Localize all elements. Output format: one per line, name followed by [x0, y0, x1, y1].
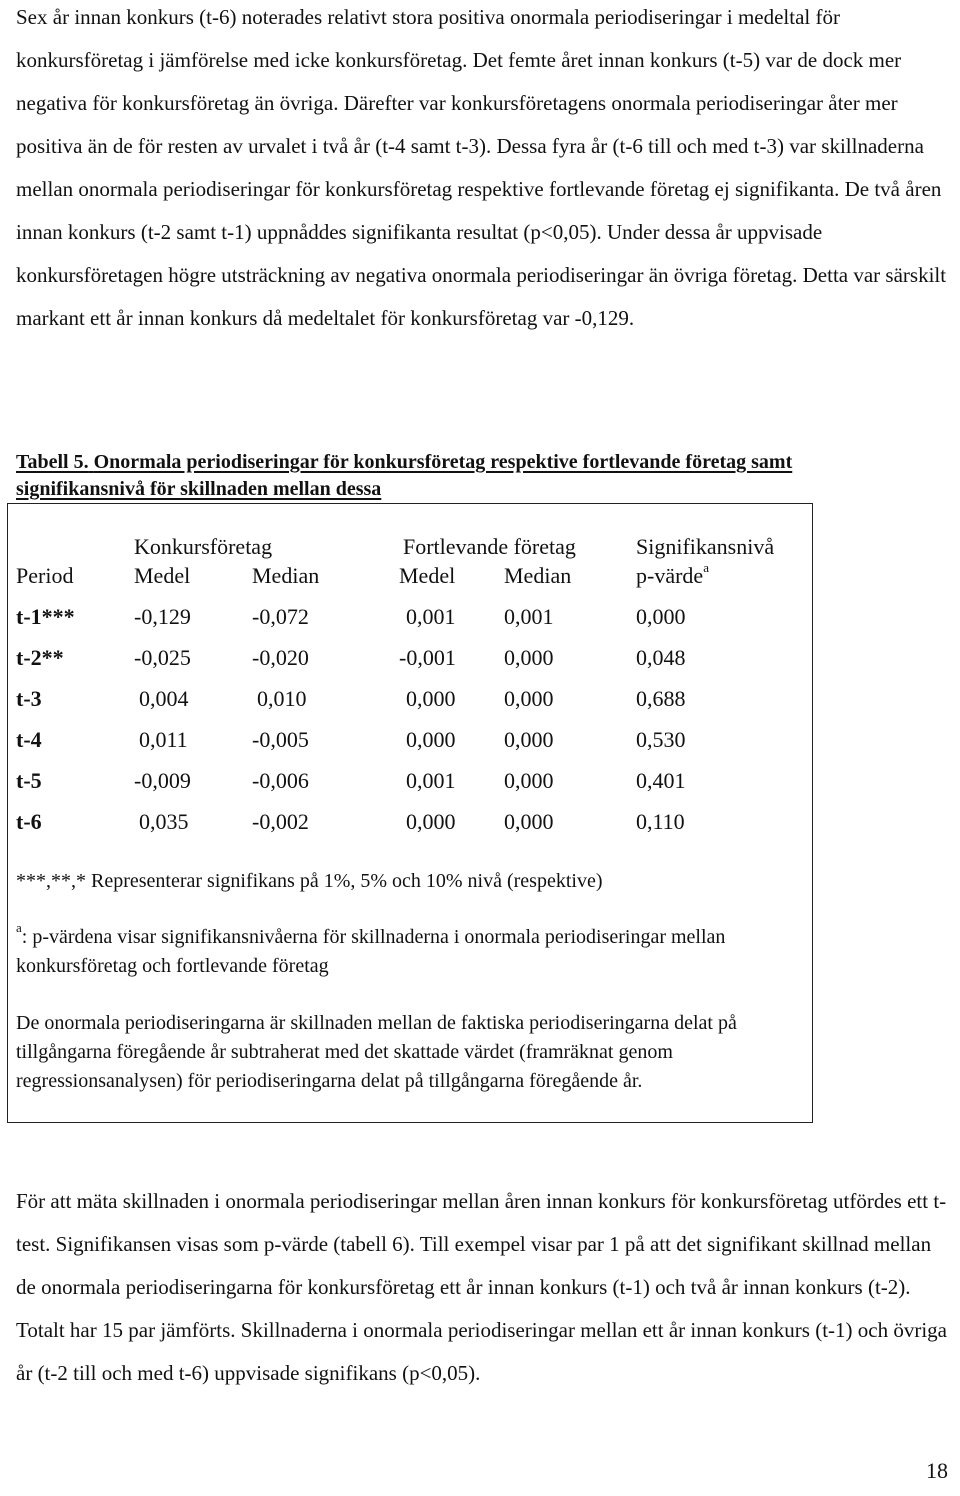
- cell-konkurs-medel: 0,011: [139, 727, 188, 752]
- row-period: t-4: [16, 727, 42, 752]
- cell-p-value: 0,530: [636, 727, 686, 752]
- col-fortlevande-median: Median: [504, 563, 572, 588]
- cell-p-value: 0,688: [636, 686, 686, 711]
- row-period: t-2**: [16, 645, 64, 670]
- cell-fortlevande-median: 0,000: [504, 686, 554, 711]
- cell-fortlevande-median: 0,000: [504, 809, 554, 834]
- header-signifikansniva: Signifikansnivå: [636, 534, 775, 559]
- note-p-values: $^a$: p-värdena visar signifikansnivåerna för skillnaderna i onormala periodiseringar mellan konkursföretag och fortlevande företag: [16, 920, 726, 977]
- cell-fortlevande-medel: 0,000: [406, 809, 456, 834]
- cell-konkurs-median: -0,005: [252, 727, 309, 752]
- cell-fortlevande-medel: -0,001: [399, 645, 456, 670]
- cell-konkurs-medel: 0,035: [139, 809, 189, 834]
- note-significance: ***,**,* Representerar signifikans på 1%, 5% och 10% nivå (respektive): [16, 870, 603, 892]
- cell-konkurs-median: -0,072: [252, 604, 309, 629]
- cell-fortlevande-medel: 0,001: [406, 604, 456, 629]
- table-box: [7, 503, 813, 1123]
- col-konkurs-medel: Medel: [134, 563, 191, 588]
- cell-konkurs-medel: -0,025: [134, 645, 191, 670]
- cell-fortlevande-medel: 0,000: [406, 686, 456, 711]
- col-p-value: p-värde$^a$: [636, 559, 709, 588]
- cell-konkurs-median: -0,020: [252, 645, 309, 670]
- col-period: Period: [16, 563, 74, 588]
- row-period: t-6: [16, 809, 42, 834]
- row-period: t-5: [16, 768, 42, 793]
- cell-p-value: 0,048: [636, 645, 686, 670]
- table-caption-label: Tabell 5.: [16, 451, 89, 473]
- col-fortlevande-medel: Medel: [399, 563, 456, 588]
- cell-konkurs-medel: 0,004: [139, 686, 189, 711]
- table-caption-text-2: signifikansnivå för skillnaden mellan dessa: [16, 478, 382, 500]
- cell-p-value: 0,110: [636, 809, 685, 834]
- cell-konkurs-medel: -0,129: [134, 604, 191, 629]
- cell-konkurs-medel: -0,009: [134, 768, 191, 793]
- cell-fortlevande-median: 0,000: [504, 645, 554, 670]
- cell-p-value: 0,401: [636, 768, 686, 793]
- cell-p-value: 0,000: [636, 604, 686, 629]
- cell-fortlevande-median: 0,001: [504, 604, 554, 629]
- cell-konkurs-median: -0,006: [252, 768, 309, 793]
- header-konkursforetag: Konkursföretag: [134, 534, 273, 559]
- col-konkurs-median: Median: [252, 563, 320, 588]
- header-fortlevande: Fortlevande företag: [403, 534, 576, 559]
- row-period: t-1***: [16, 604, 75, 629]
- cell-fortlevande-median: 0,000: [504, 768, 554, 793]
- table-caption: [16, 449, 946, 503]
- cell-konkurs-median: -0,002: [252, 809, 309, 834]
- cell-fortlevande-median: 0,000: [504, 727, 554, 752]
- body-paragraph-1: Sex år innan konkurs (t-6) noterades relativt stora positiva onormala periodiseringar i medeltal för konkursföretag i jämförelse med icke konkursföretag. Det femte året innan konkurs (t-5) var de dock mer negativa för konkursföretag än övriga. Därefter var konkursföretagens onormala periodiseringar åter mer positiva än de för resten av urvalet i två år (t-4 samt t-3). Dessa fyra år (t-6 till och med t-3) var skillnaderna mellan onormala periodiseringar för konkursföretag respektive fortlevande företag ej signifikanta. De två åren innan konkurs (t-2 samt t-1) uppnåddes signifikanta resultat (p<0,05). Under dessa år uppvisade konkursföretagen högre utsträckning av negativa onormala periodiseringar än övriga företag. Detta var särskilt markant ett år innan konkurs då medeltalet för konkursföretag var -0,129.: [16, 5, 947, 330]
- cell-konkurs-median: 0,010: [257, 686, 307, 711]
- cell-fortlevande-medel: 0,001: [406, 768, 456, 793]
- body-paragraph-2: För att mäta skillnaden i onormala periodiseringar mellan åren innan konkurs för konkursföretag utfördes ett t-test. Signifikansen visas som p-värde (tabell 6). Till exempel visar par 1 på att det signifikant skillnad mellan de onormala periodiseringarna för konkursföretag ett år innan konkurs (t-1) och två år innan konkurs (t-2). Totalt har 15 par jämförts. Skillnaderna i onormala periodiseringar mellan ett år innan konkurs (t-1) och övriga år (t-2 till och med t-6) uppvisade signifikans (p<0,05).: [16, 1189, 947, 1385]
- note-definition: De onormala periodiseringarna är skillnaden mellan de faktiska periodiseringarna delat på tillgångarna föregående år subtraherat med det skattade värdet (framräknat genom regressionsanalysen) för periodiseringarna delat på tillgångarna föregående år.: [16, 1012, 737, 1092]
- page-number: 18: [926, 1458, 948, 1483]
- table-caption-text: Onormala periodiseringar för konkursföretag respektive fortlevande företag samt: [93, 451, 793, 473]
- cell-fortlevande-medel: 0,000: [406, 727, 456, 752]
- row-period: t-3: [16, 686, 42, 711]
